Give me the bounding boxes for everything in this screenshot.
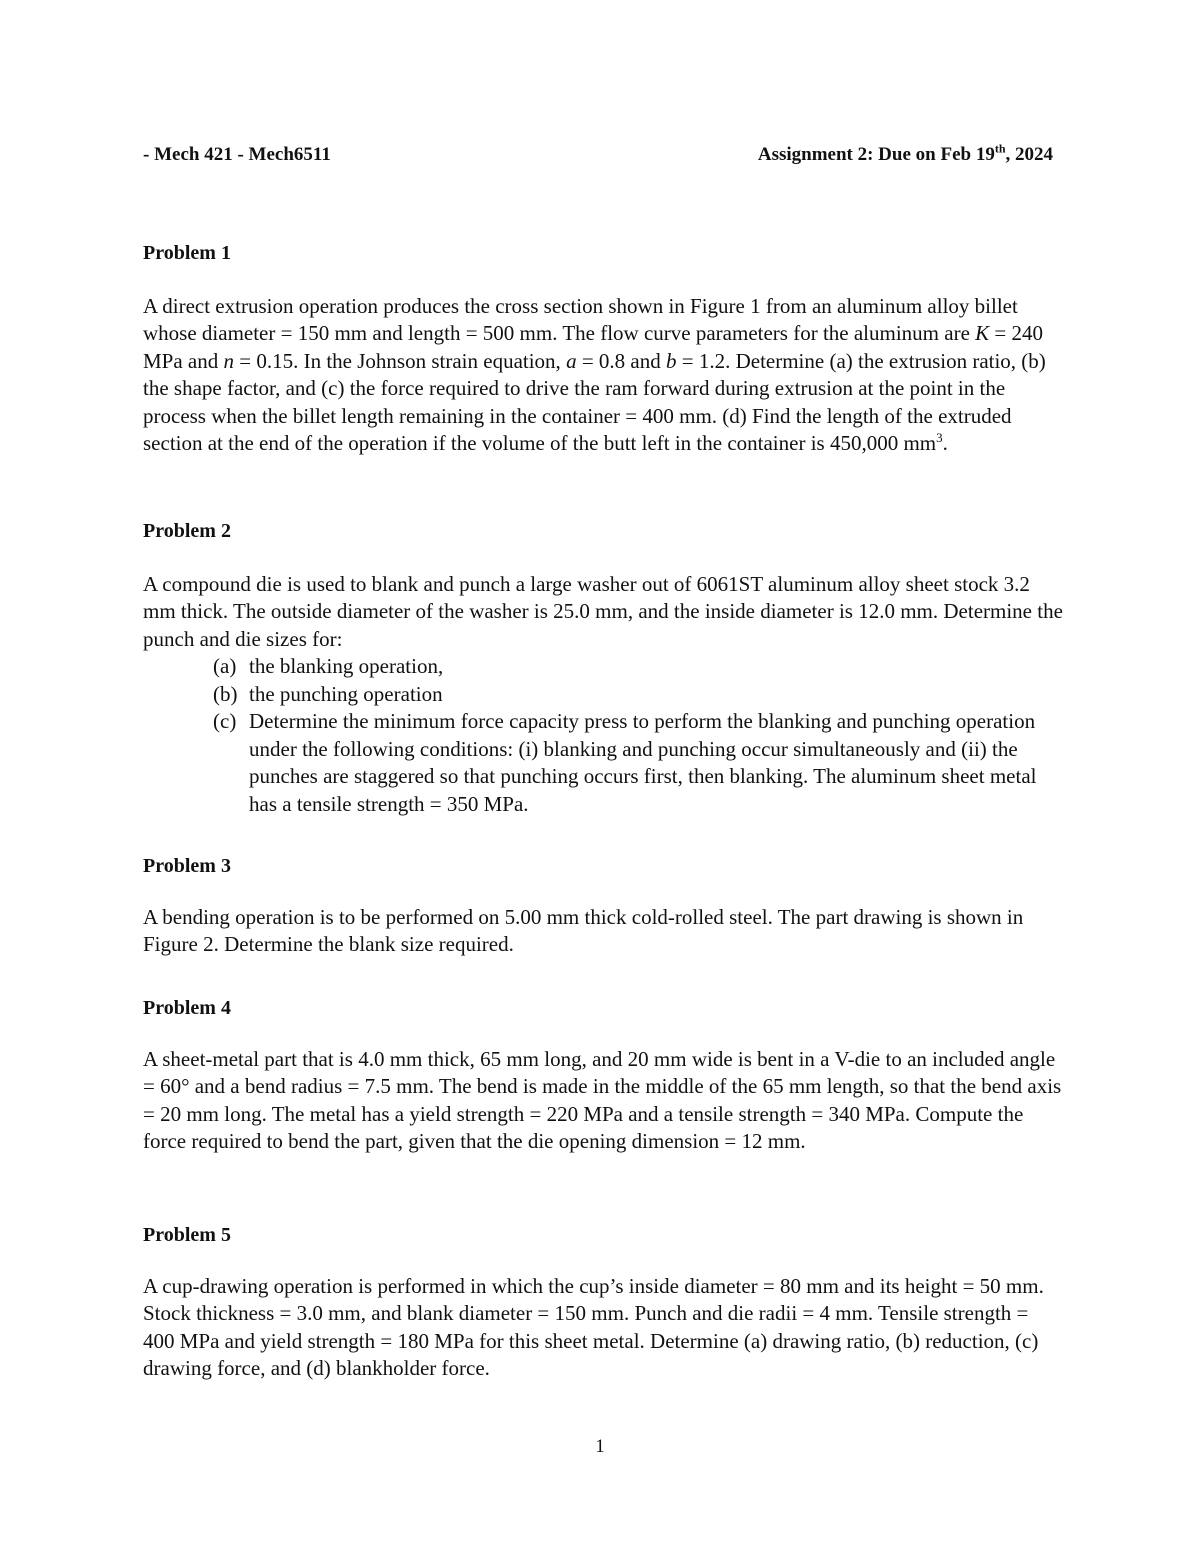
list-item (143, 708, 1063, 818)
problem-title: Problem 3 (143, 855, 231, 877)
problem-text-part: A direct extrusion operation produces the cross section shown in Figure 1 from an aluminum alloy billet whose diameter = 150 mm and length = 500 mm. The flow curve parameters for the aluminum are (143, 293, 1018, 345)
problem-1 (143, 240, 1063, 458)
variable-k: K (975, 321, 990, 345)
list-item-text: the blanking operation, (249, 654, 444, 678)
variable-b: b (665, 348, 677, 373)
problem-5 (143, 1222, 1063, 1383)
problem-text-part: = 1.2. Determine (a) the extrusion ratio, (b) the shape factor, and (c) the force required to drive the ram forward during extrusion at the point in the process when the billet length remaining in the container = 400 mm. (d) Find the length of the extruded section at the end of the operation if the volume of the butt left in the container is 450,000 mm (143, 348, 1046, 455)
assignment-due-prefix: Assignment 2: Due on Feb 19 (757, 144, 995, 165)
problem-text: A compound die is used to blank and punch a large washer out of 6061ST aluminum alloy sheet stock 3.2 mm thick. The outside diameter of the washer is 25.0 mm, and the inside diameter is 12.0 mm. Determine the punch and die sizes for: (143, 571, 1063, 651)
problem-4 (143, 995, 1063, 1156)
problem-2-list (143, 653, 1063, 818)
assignment-due (758, 141, 1053, 169)
assignment-due-sup: th (994, 141, 1006, 156)
problem-title: Problem 2 (143, 520, 231, 542)
problem-title: Problem 5 (143, 1224, 231, 1246)
problem-text-part: = 0.8 and (576, 348, 666, 373)
list-marker: (b) (213, 681, 238, 706)
superscript-3: 3 (936, 430, 943, 445)
course-code: - Mech 421 - Mech6511 (143, 144, 331, 165)
list-item (143, 653, 1063, 681)
variable-n: n (223, 348, 234, 373)
problem-title: Problem 1 (143, 242, 231, 264)
list-marker: (a) (213, 654, 237, 678)
list-marker: (c) (213, 709, 237, 733)
problem-text-part: = 240 MPa and (143, 321, 1044, 373)
problem-text-part: = 0.15. In the Johnson strain equation, (234, 348, 567, 373)
problem-text: A sheet-metal part that is 4.0 mm thick, 65 mm long, and 20 mm wide is bent in a V-die to an included angle = 60° and a bend radius = 7.5 mm. The bend is made in the middle of the 65 mm length, so that the bend axis = 20 mm long. The metal has a yield strength = 220 MPa and a tensile strength = 340 MPa. Compute the force required to bend the part, given that the die opening dimension = 12 mm. (143, 1046, 1062, 1153)
problem-text (143, 293, 1063, 458)
problem-text: A cup-drawing operation is performed in which the cup’s inside diameter = 80 mm and its height = 50 mm. Stock thickness = 3.0 mm, and blank diameter = 150 mm. Punch and die radii = 4 mm. Tensile strength = 400 MPa and yield strength = 180 MPa for this sheet metal. Determine (a) drawing ratio, (b) reduction, (c) drawing force, and (d) blankholder force. (143, 1273, 1044, 1380)
problem-title: Problem 4 (143, 997, 231, 1019)
problem-3 (143, 853, 1063, 959)
page-number: 1 (595, 1436, 605, 1457)
assignment-due-suffix: , 2024 (1005, 144, 1053, 165)
list-item (143, 681, 1063, 709)
problem-text: A bending operation is to be performed on 5.00 mm thick cold-rolled steel. The part drawing is shown in Figure 2. Determine the blank size required. (143, 904, 1024, 956)
variable-a: a (566, 348, 577, 373)
problem-text-part: . (942, 431, 948, 455)
list-item-text: Determine the minimum force capacity press to perform the blanking and punching operation under the following conditions: (i) blanking and punching occur simultaneously and (ii) the punches are staggered so that punching occurs first, then blanking. The aluminum sheet metal has a tensile strength = 350 MPa. (249, 709, 1037, 816)
list-item-text: the punching operation (249, 681, 443, 706)
problem-2 (143, 518, 1063, 818)
